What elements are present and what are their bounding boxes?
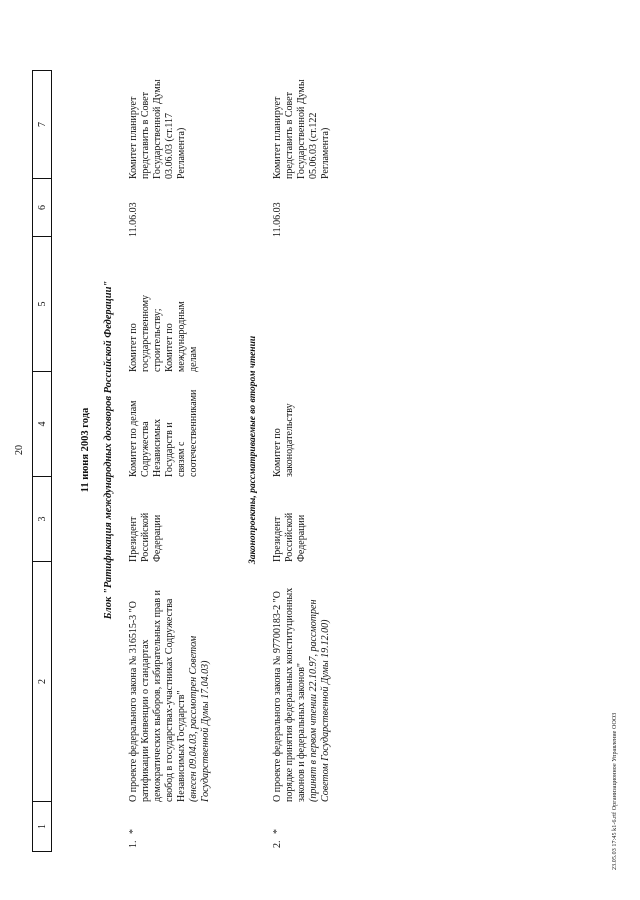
date-heading: 11 июня 2003 года	[80, 407, 91, 493]
row-number-label: 2.	[272, 840, 283, 848]
bill-title-cell	[128, 562, 212, 802]
bill-status-note: (внесен 09.04.03, рассмотрен Советом Государственной Думы 17.04.03)	[188, 635, 211, 802]
bill-title: О проекте федерального закона № 97700183-2 "О порядке принятия федеральных конституционных законов и федеральных законов"	[272, 587, 307, 802]
column-number-6: 6	[33, 178, 51, 236]
column-number-2: 2	[33, 561, 51, 801]
consideration-date: 11.06.03	[128, 202, 139, 237]
responsible-committee: Комитет по законодательству	[272, 403, 295, 477]
row-number	[272, 802, 332, 852]
bill-title-cell	[272, 562, 332, 802]
co-committees: Комитет по государственному строительству; Комитет по международным делам	[128, 294, 199, 372]
agenda-row	[272, 72, 332, 852]
column-number-7: 7	[36, 122, 48, 127]
initiator: Президент Российской Федерации	[128, 512, 163, 562]
row-number-label: 1.	[128, 840, 139, 848]
page-number: 20	[14, 445, 25, 455]
column-number-3: 3	[33, 476, 51, 561]
column-number-header	[32, 70, 52, 852]
committee-note: Комитет планирует представить в Совет Государственной Думы 03.06.03 (ст.117 Регламента)	[128, 79, 187, 179]
row-star-marker: *	[128, 829, 139, 834]
agenda-row	[128, 72, 212, 852]
bill-title: О проекте федерального закона № 316515-3 "О ратификации Конвенции о стандартах демократических выборов, избирательных прав и свобод в государствах-участниках Содружества Независимых Государств"	[128, 590, 187, 802]
committee-note: Комитет планирует представить в Совет Государственной Думы 05.06.03 (ст.122 Регламента)	[272, 79, 331, 179]
consideration-date: 11.06.03	[272, 202, 283, 237]
initiator: Президент Российской Федерации	[272, 512, 307, 562]
block-heading: Блок "Ратификация международных договоров Российской Федерации"	[103, 280, 114, 620]
responsible-committee: Комитет по делам Содружества Независимых Государств и связям с соотечественниками	[128, 389, 199, 477]
print-stamp: 23.05.03 17:45 k1-6.rtf Организационное Управление ООО3	[612, 712, 618, 870]
section-heading: Законопроекты, рассматриваемые во втором чтении	[248, 335, 258, 565]
column-number-4: 4	[33, 371, 51, 476]
row-star-marker: *	[272, 829, 283, 834]
column-number-1: 1	[33, 801, 51, 851]
row-number	[128, 802, 212, 852]
bill-status-note: (принят в первом чтении 22.10.97, рассмотрен Советом Государственной Думы 19.12.00)	[308, 599, 331, 802]
column-number-5: 5	[33, 236, 51, 371]
co-committees	[272, 237, 332, 372]
